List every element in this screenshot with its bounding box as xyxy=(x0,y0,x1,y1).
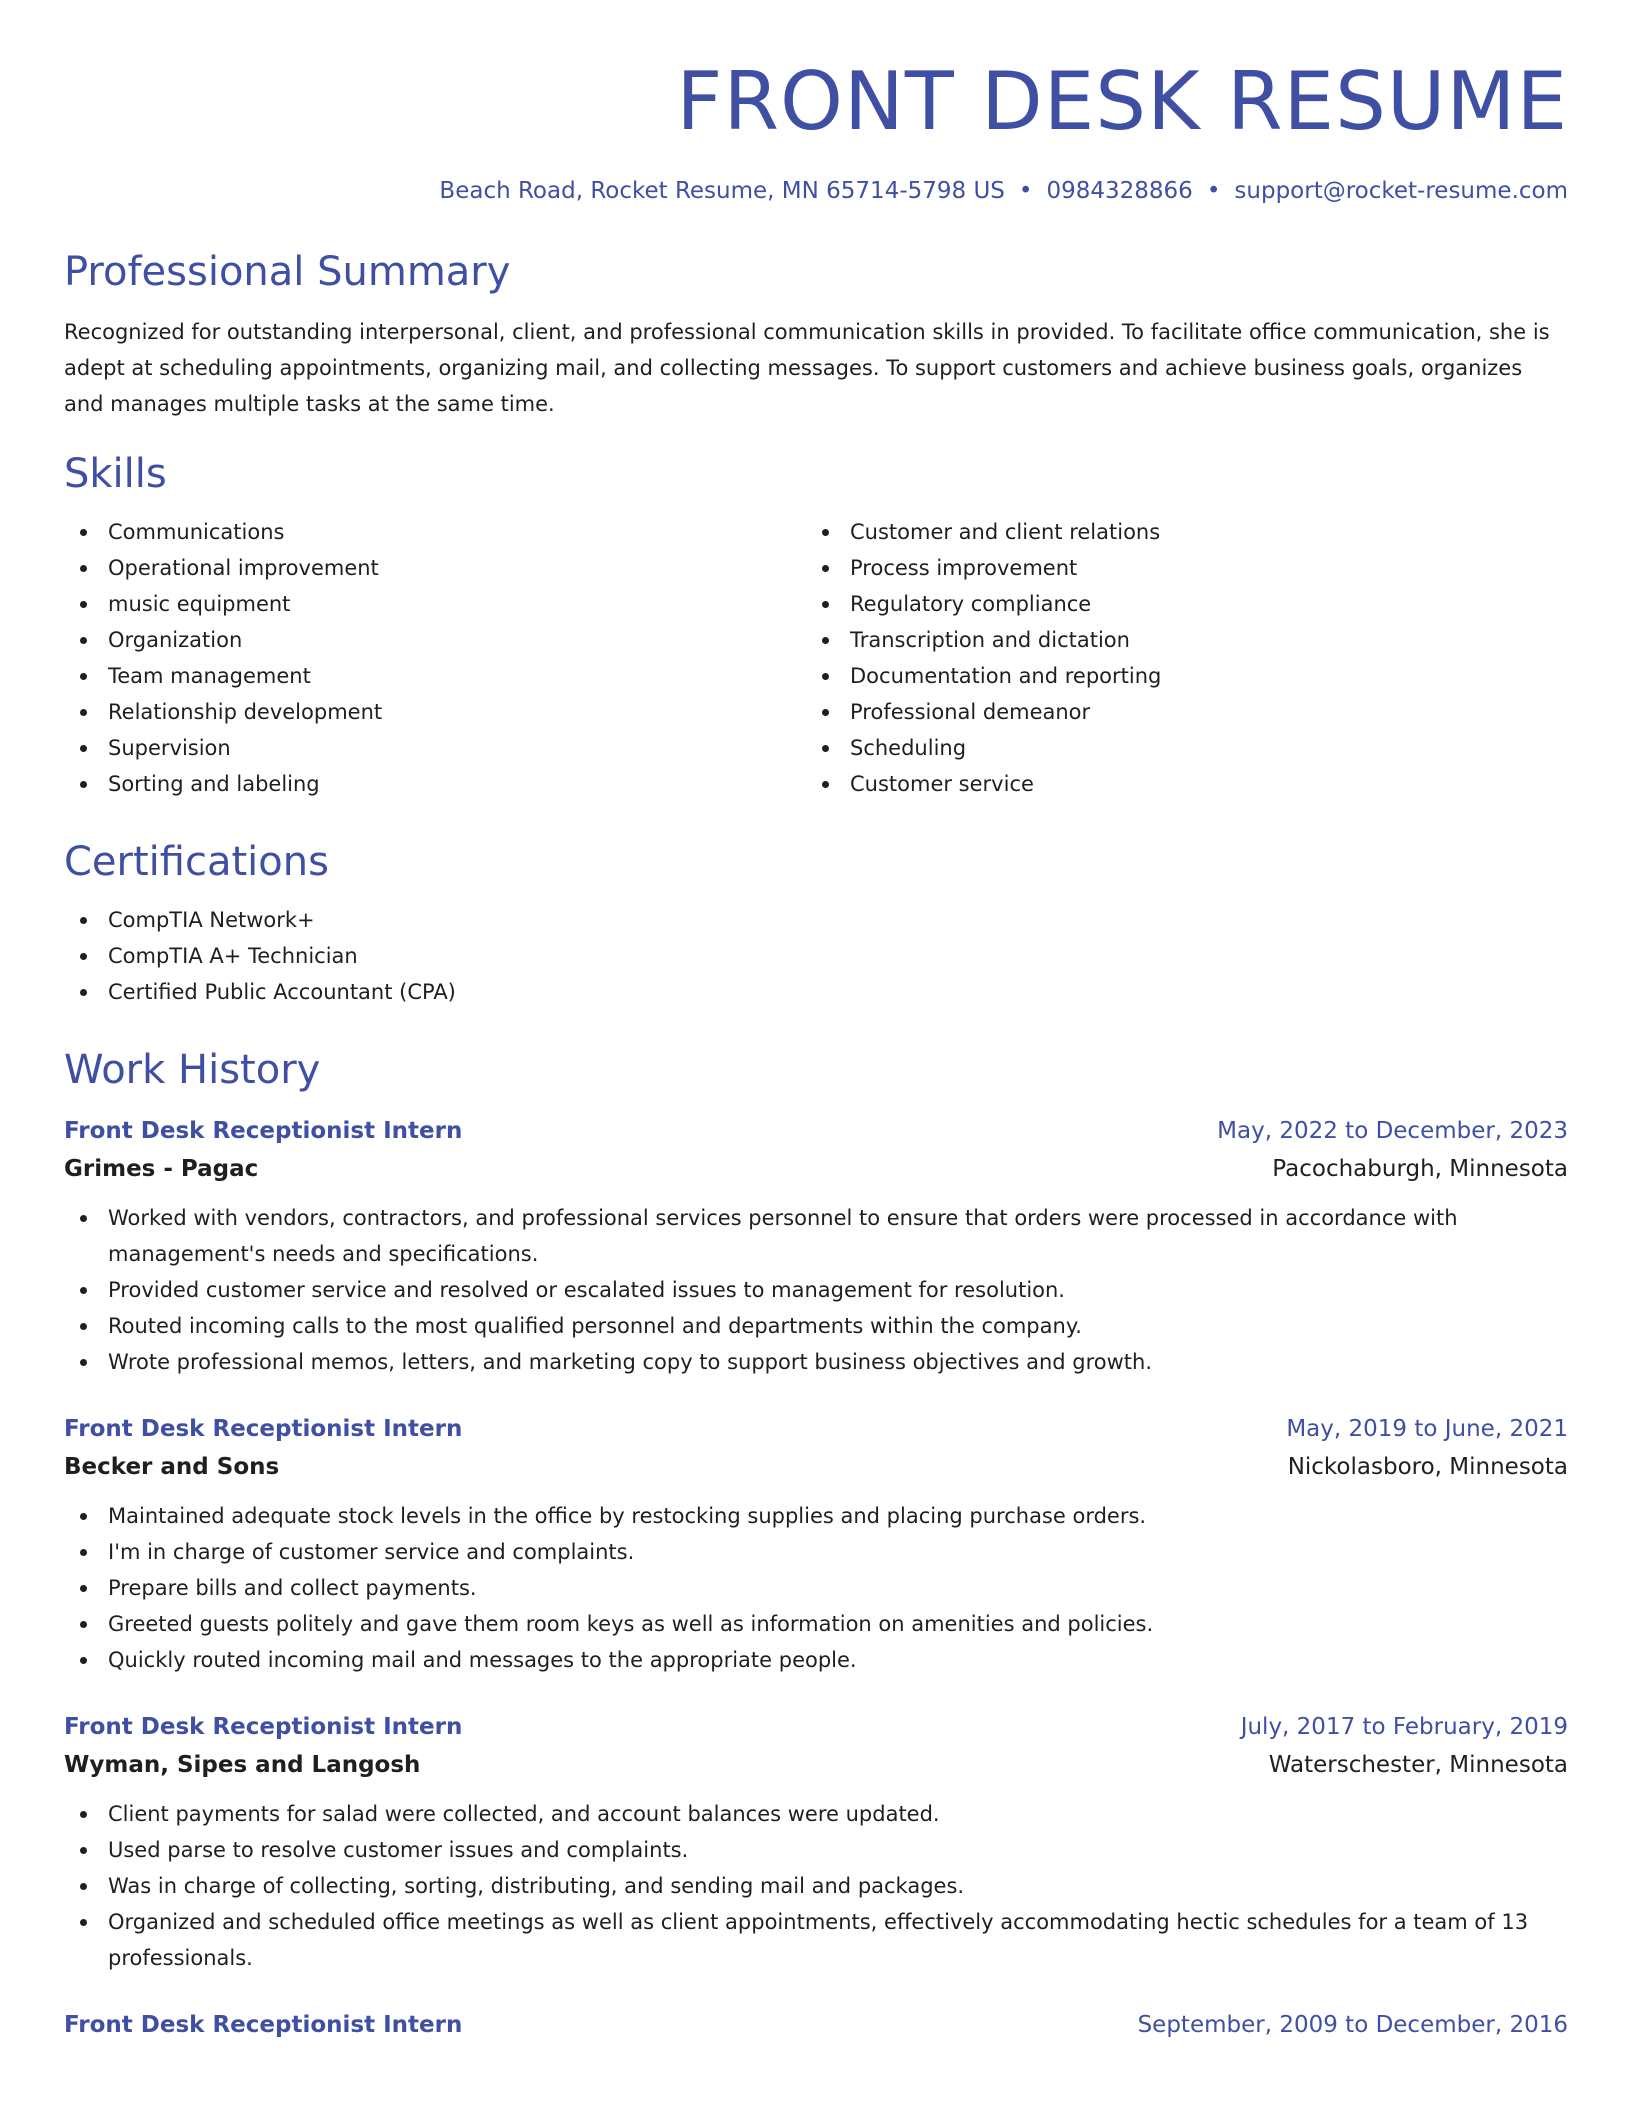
job-duty: Routed incoming calls to the most qualified personnel and departments within the company. xyxy=(64,1308,1568,1344)
job-duty: Quickly routed incoming mail and messages to the appropriate people. xyxy=(64,1642,1568,1678)
job-header xyxy=(64,1410,1568,1448)
skill-item: Team management xyxy=(64,658,806,694)
skill-item: Transcription and dictation xyxy=(806,622,1548,658)
skill-item: Sorting and labeling xyxy=(64,766,806,802)
job-duties-list xyxy=(64,1498,1568,1678)
job-company: Becker and Sons xyxy=(64,1454,280,1480)
job-header xyxy=(64,1708,1568,1746)
job-location: Pacochaburgh, Minnesota xyxy=(1272,1156,1568,1182)
skill-item: music equipment xyxy=(64,586,806,622)
job-title: Front Desk Receptionist Intern xyxy=(64,2012,463,2038)
job-duty: Greeted guests politely and gave them room keys as well as information on amenities and policies. xyxy=(64,1606,1568,1642)
skills-columns xyxy=(64,514,1568,802)
job-entry xyxy=(64,1112,1568,1380)
skill-item: Customer service xyxy=(806,766,1548,802)
contact-phone: 0984328866 xyxy=(1046,178,1193,204)
job-duty: Provided customer service and resolved or escalated issues to management for resolution. xyxy=(64,1272,1568,1308)
job-duties-list xyxy=(64,1796,1568,1976)
job-duties-list xyxy=(64,1200,1568,1380)
job-header xyxy=(64,2006,1568,2044)
job-dates: September, 2009 to December, 2016 xyxy=(1137,2012,1568,2038)
contact-line xyxy=(64,176,1568,206)
skill-item: Supervision xyxy=(64,730,806,766)
skills-heading: Skills xyxy=(64,451,167,497)
job-duty: Client payments for salad were collected, and account balances were updated. xyxy=(64,1796,1568,1832)
skill-item: Customer and client relations xyxy=(806,514,1548,550)
job-duty: Worked with vendors, contractors, and professional services personnel to ensure that orders were processed in accordance with management's needs and specifications. xyxy=(64,1200,1568,1272)
job-entry xyxy=(64,1410,1568,1678)
job-location: Waterschester, Minnesota xyxy=(1268,1752,1568,1778)
certifications-list xyxy=(64,902,1568,1010)
job-entry xyxy=(64,2006,1568,2044)
job-duty: Was in charge of collecting, sorting, distributing, and sending mail and packages. xyxy=(64,1868,1568,1904)
certification-item: CompTIA Network+ xyxy=(64,902,1568,938)
job-duty: Prepare bills and collect payments. xyxy=(64,1570,1568,1606)
job-company: Grimes - Pagac xyxy=(64,1156,259,1182)
job-title: Front Desk Receptionist Intern xyxy=(64,1118,463,1144)
skill-item: Professional demeanor xyxy=(806,694,1548,730)
skills-column-left xyxy=(64,514,806,802)
resume-header xyxy=(64,0,1568,206)
resume-name: FRONT DESK RESUME xyxy=(676,55,1568,148)
skill-item: Regulatory compliance xyxy=(806,586,1548,622)
certifications-heading: Certifications xyxy=(64,839,329,885)
job-subheader xyxy=(64,1448,1568,1486)
job-duty: Wrote professional memos, letters, and marketing copy to support business objectives and growth. xyxy=(64,1344,1568,1380)
job-location: Nickolasboro, Minnesota xyxy=(1287,1454,1568,1480)
skill-item: Documentation and reporting xyxy=(806,658,1548,694)
summary-heading: Professional Summary xyxy=(64,249,511,295)
contact-separator: • xyxy=(1018,178,1033,204)
job-duty: Organized and scheduled office meetings as well as client appointments, effectively accommodating hectic schedules for a team of 13 professionals. xyxy=(64,1904,1568,1976)
job-entry xyxy=(64,1708,1568,1976)
job-subheader xyxy=(64,1746,1568,1784)
job-dates: May, 2022 to December, 2023 xyxy=(1217,1118,1568,1144)
job-duty: I'm in charge of customer service and complaints. xyxy=(64,1534,1568,1570)
job-title: Front Desk Receptionist Intern xyxy=(64,1714,463,1740)
skill-item: Communications xyxy=(64,514,806,550)
contact-email[interactable]: support@rocket-resume.com xyxy=(1234,178,1568,204)
summary-text: Recognized for outstanding interpersonal, client, and professional communication skills in provided. To facilitate office communication, she is adept at scheduling appointments, organizing mail, and collecting messages. To support customers and achieve business goals, organizes and manages multiple tasks at the same time. xyxy=(64,320,1550,416)
skills-column-right xyxy=(806,514,1548,802)
skill-item: Relationship development xyxy=(64,694,806,730)
job-duty: Used parse to resolve customer issues and complaints. xyxy=(64,1832,1568,1868)
skill-item: Scheduling xyxy=(806,730,1548,766)
certification-item: Certified Public Accountant (CPA) xyxy=(64,974,1568,1010)
skills-list-right xyxy=(806,514,1548,802)
work-history-heading: Work History xyxy=(64,1047,321,1093)
job-dates: July, 2017 to February, 2019 xyxy=(1240,1714,1568,1740)
skills-list-left xyxy=(64,514,806,802)
job-subheader xyxy=(64,1150,1568,1188)
job-duty: Maintained adequate stock levels in the office by restocking supplies and placing purchase orders. xyxy=(64,1498,1568,1534)
skill-item: Organization xyxy=(64,622,806,658)
skill-item: Process improvement xyxy=(806,550,1548,586)
contact-separator: • xyxy=(1206,178,1221,204)
job-company: Wyman, Sipes and Langosh xyxy=(64,1752,421,1778)
job-dates: May, 2019 to June, 2021 xyxy=(1286,1416,1568,1442)
skill-item: Operational improvement xyxy=(64,550,806,586)
contact-address: Beach Road, Rocket Resume, MN 65714-5798 US xyxy=(439,178,1005,204)
certification-item: CompTIA A+ Technician xyxy=(64,938,1568,974)
job-header xyxy=(64,1112,1568,1150)
job-title: Front Desk Receptionist Intern xyxy=(64,1416,463,1442)
